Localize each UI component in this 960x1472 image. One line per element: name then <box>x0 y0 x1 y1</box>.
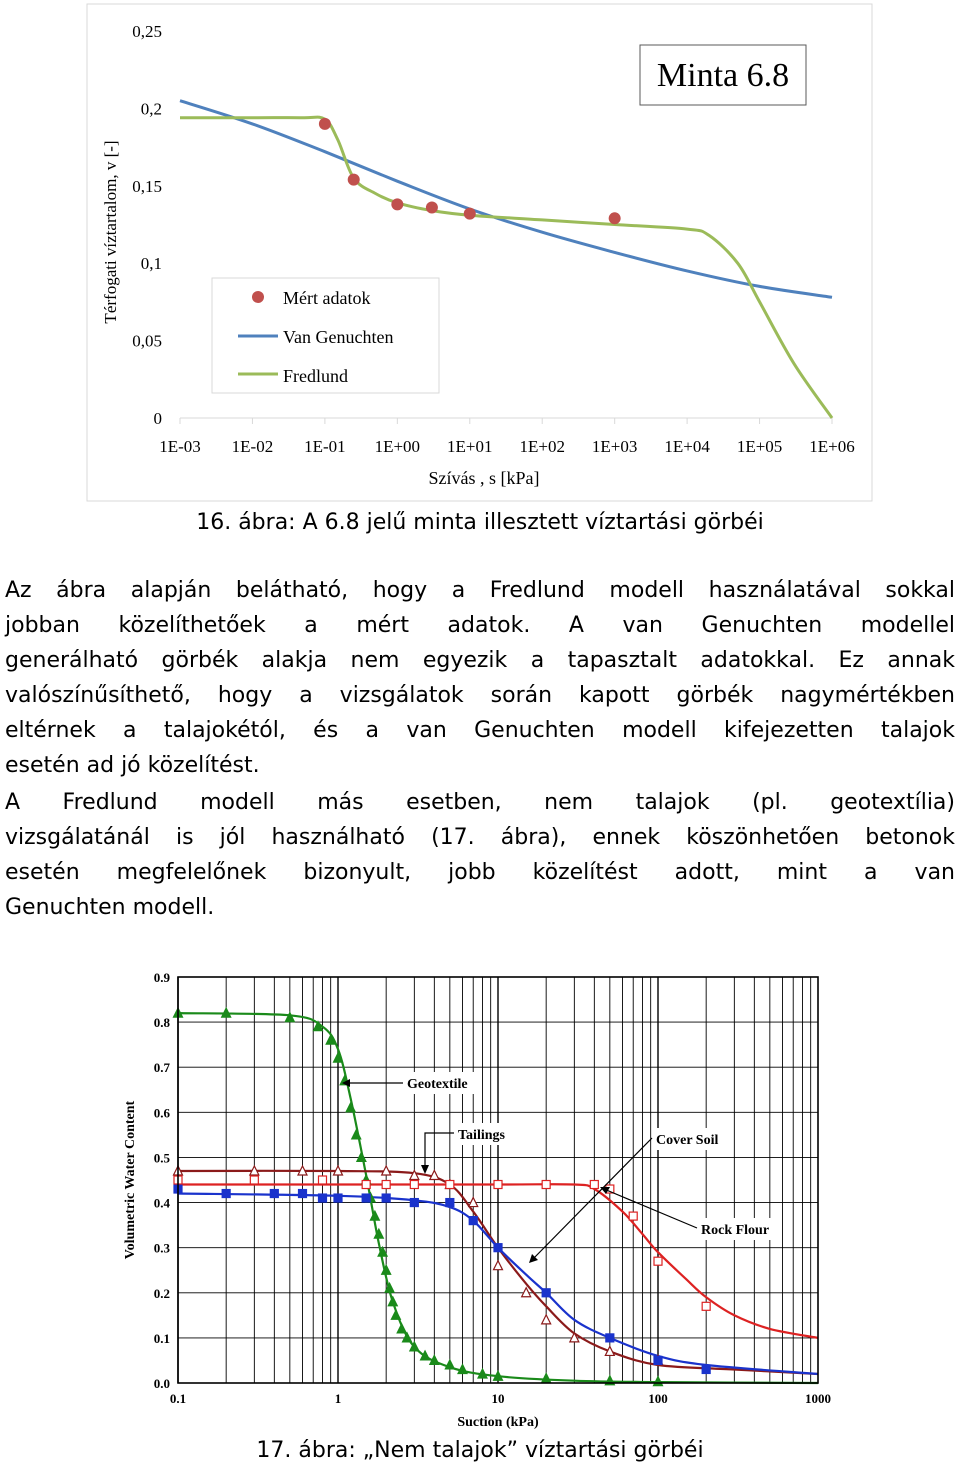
annotation-tailings-label: Tailings <box>458 1128 505 1143</box>
measured-data-point <box>426 201 438 213</box>
y-tick-label: 0.0 <box>153 1376 170 1391</box>
annotation-geotextile <box>342 1072 480 1094</box>
y-tick-label: 0,15 <box>132 176 162 196</box>
data-point-cover-soil <box>654 1356 662 1364</box>
data-point-geotextile <box>542 1373 551 1382</box>
chart-legend <box>212 278 439 393</box>
paragraph-2-line: vizsgálatánál is jól használható (17. ábra), ennek köszönhetően betonok <box>5 825 955 850</box>
paragraph-1-line: generálható görbék alakja nem egyezik a tapasztalt adatokkal. Ez annak <box>5 648 955 673</box>
x-tick-label: 1 <box>334 1391 342 1406</box>
x-tick-label: 10 <box>491 1391 505 1406</box>
data-point-geotextile <box>421 1351 430 1360</box>
measured-data-point <box>319 118 331 130</box>
data-point-geotextile <box>285 1013 294 1022</box>
y-tick-label: 0.4 <box>153 1195 170 1211</box>
y-tick-label: 0.1 <box>153 1330 170 1346</box>
x-axis-label: Szívás , s [kPa] <box>428 468 540 488</box>
data-point-tailings <box>469 1198 478 1207</box>
annotation-cover-soil <box>529 1128 732 1263</box>
paragraph-2-line: esetén megfelelőnek bizonyult, jobb közelítést adott, mint a van <box>5 860 955 885</box>
paragraph-2-line: A Fredlund modell más esetben, nem talajok (pl. geotextília) <box>5 790 955 815</box>
data-point-geotextile <box>357 1152 366 1161</box>
paragraph-1-line: esetén ad jó közelítést. <box>5 753 260 778</box>
data-point-cover-soil <box>702 1365 710 1373</box>
y-tick-label: 0.5 <box>153 1150 170 1166</box>
data-point-tailings <box>570 1333 579 1342</box>
paragraph-1-line: valószínűsíthető, hogy a vizsgálatok során kapott görbék nagymértékben <box>5 683 955 708</box>
measured-data-point <box>609 212 621 224</box>
figure-16-caption: 16. ábra: A 6.8 jelű minta illesztett víztartási görbéi <box>196 510 764 535</box>
y-tick-label: 0.3 <box>153 1240 170 1256</box>
figure-17-chart <box>0 960 960 1435</box>
data-point-rock-flour <box>410 1181 418 1189</box>
y-tick-label: 0.7 <box>153 1060 170 1076</box>
y-tick-label: 0.8 <box>153 1015 170 1031</box>
data-point-rock-flour <box>629 1212 637 1220</box>
data-point-cover-soil <box>299 1190 307 1198</box>
paragraph-1-line: eltérnek a talajokétól, és a van Genuchten modell kifejezetten talajok <box>5 718 955 743</box>
data-point-cover-soil <box>469 1217 477 1225</box>
data-point-cover-soil <box>362 1194 370 1202</box>
paragraph-1 <box>5 573 955 783</box>
y-tick-label: 0,2 <box>140 99 162 119</box>
y-tick-label: 0,05 <box>132 331 162 351</box>
data-point-geotextile <box>391 1310 400 1319</box>
measured-data-point <box>348 174 360 186</box>
data-point-rock-flour <box>250 1176 258 1184</box>
data-point-geotextile <box>370 1211 379 1220</box>
data-point-rock-flour <box>494 1181 502 1189</box>
data-point-rock-flour <box>590 1181 598 1189</box>
data-point-cover-soil <box>410 1199 418 1207</box>
measured-data-point <box>464 208 476 220</box>
y-tick-label: 0.2 <box>153 1285 170 1301</box>
annotation-geotextile-label: Geotextile <box>407 1077 468 1092</box>
x-tick-label: 1E+01 <box>447 437 493 456</box>
x-tick-label: 1E+02 <box>519 437 565 456</box>
data-point-geotextile <box>388 1297 397 1306</box>
data-point-cover-soil <box>270 1190 278 1198</box>
y-tick-label: 0,1 <box>140 254 162 274</box>
x-tick-label: 1E+04 <box>664 437 710 456</box>
annotation-tailings <box>421 1123 516 1174</box>
x-tick-label: 1E-02 <box>231 437 274 456</box>
data-point-rock-flour <box>382 1181 390 1189</box>
y-tick-label: 0.9 <box>153 970 170 985</box>
data-point-cover-soil <box>446 1199 454 1207</box>
x-tick-label: 1000 <box>805 1391 831 1406</box>
paragraph-1-line: Az ábra alapján belátható, hogy a Fredlund modell használatával sokkal <box>5 578 955 603</box>
data-point-rock-flour <box>654 1257 662 1265</box>
figure-16-chart <box>0 0 960 510</box>
annotation-cover-soil-label: Cover Soil <box>656 1133 719 1148</box>
data-point-cover-soil <box>542 1289 550 1297</box>
x-tick-label: 1E+00 <box>374 437 421 456</box>
x-axis-label: Suction (kPa) <box>457 1415 539 1430</box>
legend-label-van-genuchten: Van Genuchten <box>283 327 394 347</box>
data-point-rock-flour <box>362 1181 370 1189</box>
chart-title: Minta 6.8 <box>656 57 790 94</box>
data-point-rock-flour <box>702 1302 710 1310</box>
annotation-rock-flour <box>600 1187 781 1240</box>
y-axis-label: Volumetric Water Content <box>123 1100 138 1260</box>
x-tick-label: 1E-03 <box>159 437 201 456</box>
x-tick-label: 1E+03 <box>591 437 638 456</box>
legend-marker-measured <box>252 291 264 303</box>
y-axis-label: Térfogati víztartalom, v [-] <box>101 140 120 324</box>
y-tick-label: 0,25 <box>132 22 162 41</box>
measured-data-point <box>391 198 403 210</box>
data-point-rock-flour <box>542 1181 550 1189</box>
data-point-geotextile <box>403 1333 412 1342</box>
legend-label-measured: Mért adatok <box>283 288 371 308</box>
data-point-geotextile <box>397 1324 406 1333</box>
data-point-rock-flour <box>318 1176 326 1184</box>
data-point-cover-soil <box>334 1194 342 1202</box>
data-point-cover-soil <box>382 1194 390 1202</box>
x-tick-label: 1E-01 <box>304 437 346 456</box>
annotation-rock-flour-label: Rock Flour <box>701 1223 770 1238</box>
x-tick-label: 1E+05 <box>736 437 783 456</box>
data-point-cover-soil <box>222 1190 230 1198</box>
paragraph-2-line: Genuchten modell. <box>5 895 215 920</box>
legend-label-fredlund: Fredlund <box>283 366 348 386</box>
data-point-cover-soil <box>318 1194 326 1202</box>
data-point-geotextile <box>445 1360 454 1369</box>
data-point-tailings <box>542 1315 551 1324</box>
data-point-rock-flour <box>446 1181 454 1189</box>
x-tick-label: 100 <box>648 1391 668 1406</box>
figure-17-caption: 17. ábra: „Nem talajok” víztartási görbéi <box>256 1438 704 1463</box>
data-point-tailings <box>494 1261 503 1270</box>
data-point-geotextile <box>346 1103 355 1112</box>
y-tick-label: 0.6 <box>153 1105 170 1121</box>
paragraph-2 <box>5 785 955 925</box>
paragraph-1-line: jobban közelíthetőek a mért adatok. A van Genuchten modellel <box>5 613 955 638</box>
y-tick-label: 0 <box>153 409 162 428</box>
x-tick-label: 0.1 <box>169 1391 187 1406</box>
x-tick-label: 1E+06 <box>809 437 855 456</box>
data-point-cover-soil <box>494 1244 502 1252</box>
data-point-geotextile <box>352 1130 361 1139</box>
data-point-cover-soil <box>606 1334 614 1342</box>
